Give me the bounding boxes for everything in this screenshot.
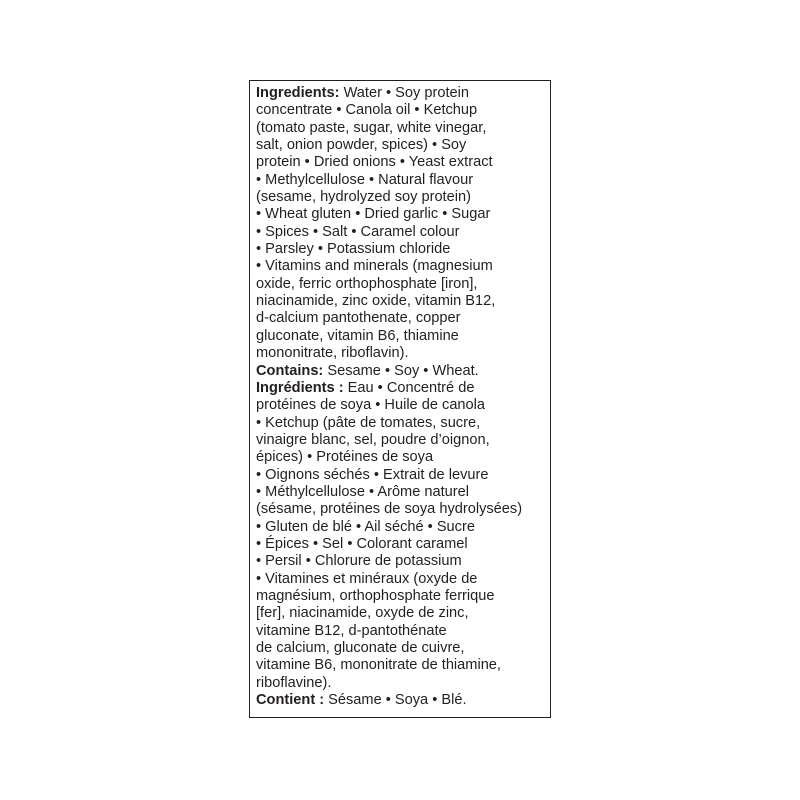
ingredient-text: • Ketchup (pâte de tomates, sucre,: [256, 414, 481, 431]
ingredient-line: [256, 623, 550, 640]
ingredient-line: [256, 432, 550, 449]
ingredient-line: [256, 467, 550, 484]
ingredient-text: vitamine B12, d-pantothénate: [256, 622, 447, 639]
ingredient-text: niacinamide, zinc oxide, vitamin B12,: [256, 293, 496, 310]
ingredient-line: [256, 380, 550, 397]
section-heading: Ingredients:: [256, 85, 340, 101]
ingredient-text: • Oignons séchés • Extrait de levure: [256, 466, 489, 483]
ingredients-label: [249, 80, 551, 718]
ingredient-line: [256, 501, 550, 518]
ingredient-text: • Methylcellulose • Natural flavour: [256, 171, 474, 188]
ingredient-line: [256, 571, 550, 588]
ingredient-text: d-calcium pantothenate, copper: [256, 310, 461, 327]
ingredient-text: épices) • Protéines de soya: [256, 449, 434, 466]
ingredient-line: [256, 519, 550, 536]
ingredient-text: (sesame, hydrolyzed soy protein): [256, 189, 471, 206]
ingredient-text: • Vitamins and minerals (magnesium: [256, 258, 493, 275]
ingredient-text: protéines de soya • Huile de canola: [256, 397, 486, 414]
section-heading: Contient :: [256, 692, 325, 709]
ingredient-line: [256, 293, 550, 310]
ingredient-text: Sesame • Soy • Wheat.: [323, 362, 479, 379]
ingredient-line: [256, 137, 550, 154]
ingredient-text: • Wheat gluten • Dried garlic • Sugar: [256, 206, 491, 223]
ingredient-text: gluconate, vitamin B6, thiamine: [256, 327, 459, 344]
ingredient-line: [256, 363, 550, 380]
ingredient-text: • Persil • Chlorure de potassium: [256, 553, 462, 570]
ingredient-text: • Épices • Sel • Colorant caramel: [256, 535, 468, 552]
ingredient-line: [256, 675, 550, 692]
ingredient-text: oxide, ferric orthophosphate [iron],: [256, 275, 478, 292]
ingredient-line: [256, 657, 550, 674]
ingredient-line: [256, 328, 550, 345]
ingredient-text: • Gluten de blé • Ail séché • Sucre: [256, 518, 475, 535]
ingredient-line: [256, 154, 550, 171]
ingredient-line: [256, 484, 550, 501]
ingredient-line: [256, 206, 550, 223]
ingredient-line: [256, 345, 550, 362]
ingredient-text: Eau • Concentré de: [343, 379, 475, 396]
ingredient-line: [256, 310, 550, 327]
ingredient-text: [fer], niacinamide, oxyde de zinc,: [256, 605, 469, 622]
section-heading: Contains:: [256, 362, 324, 379]
ingredient-text: protein • Dried onions • Yeast extract: [256, 154, 493, 171]
ingredient-line: [256, 102, 550, 119]
ingredient-text: Water • Soy protein: [339, 85, 469, 101]
ingredient-line: [256, 553, 550, 570]
ingredient-line: [256, 605, 550, 622]
ingredient-line: [256, 588, 550, 605]
ingredient-text: concentrate • Canola oil • Ketchup: [256, 102, 478, 119]
ingredient-text: vitamine B6, mononitrate de thiamine,: [256, 657, 501, 674]
ingredient-text: (tomato paste, sugar, white vinegar,: [256, 119, 487, 136]
ingredient-text: (sésame, protéines de soya hydrolysées): [256, 501, 523, 518]
ingredient-text: mononitrate, riboflavin).: [256, 345, 409, 362]
ingredient-text: Sésame • Soya • Blé.: [324, 692, 467, 709]
ingredient-text: • Parsley • Potassium chloride: [256, 241, 451, 258]
ingredient-text: • Vitamines et minéraux (oxyde de: [256, 570, 478, 587]
ingredient-line: [256, 640, 550, 657]
ingredient-text: vinaigre blanc, sel, poudre d’oignon,: [256, 431, 490, 448]
section-heading: Ingrédients :: [256, 379, 344, 396]
ingredient-text: salt, onion powder, spices) • Soy: [256, 137, 467, 154]
ingredient-line: [256, 85, 550, 102]
ingredient-line: [256, 276, 550, 293]
ingredient-text: de calcium, gluconate de cuivre,: [256, 640, 465, 656]
ingredient-line: [256, 397, 550, 414]
ingredient-line: [256, 224, 550, 241]
ingredients-text-block: [256, 85, 550, 709]
ingredient-text: riboflavine).: [256, 674, 332, 691]
ingredient-line: [256, 536, 550, 553]
ingredient-line: [256, 189, 550, 206]
ingredient-line: [256, 692, 550, 709]
ingredient-line: [256, 415, 550, 432]
ingredient-text: • Méthylcellulose • Arôme naturel: [256, 483, 470, 500]
ingredient-line: [256, 120, 550, 137]
ingredient-text: magnésium, orthophosphate ferrique: [256, 587, 495, 604]
ingredient-line: [256, 449, 550, 466]
ingredient-line: [256, 241, 550, 258]
ingredient-line: [256, 172, 550, 189]
ingredient-text: • Spices • Salt • Caramel colour: [256, 223, 460, 240]
ingredient-line: [256, 258, 550, 275]
